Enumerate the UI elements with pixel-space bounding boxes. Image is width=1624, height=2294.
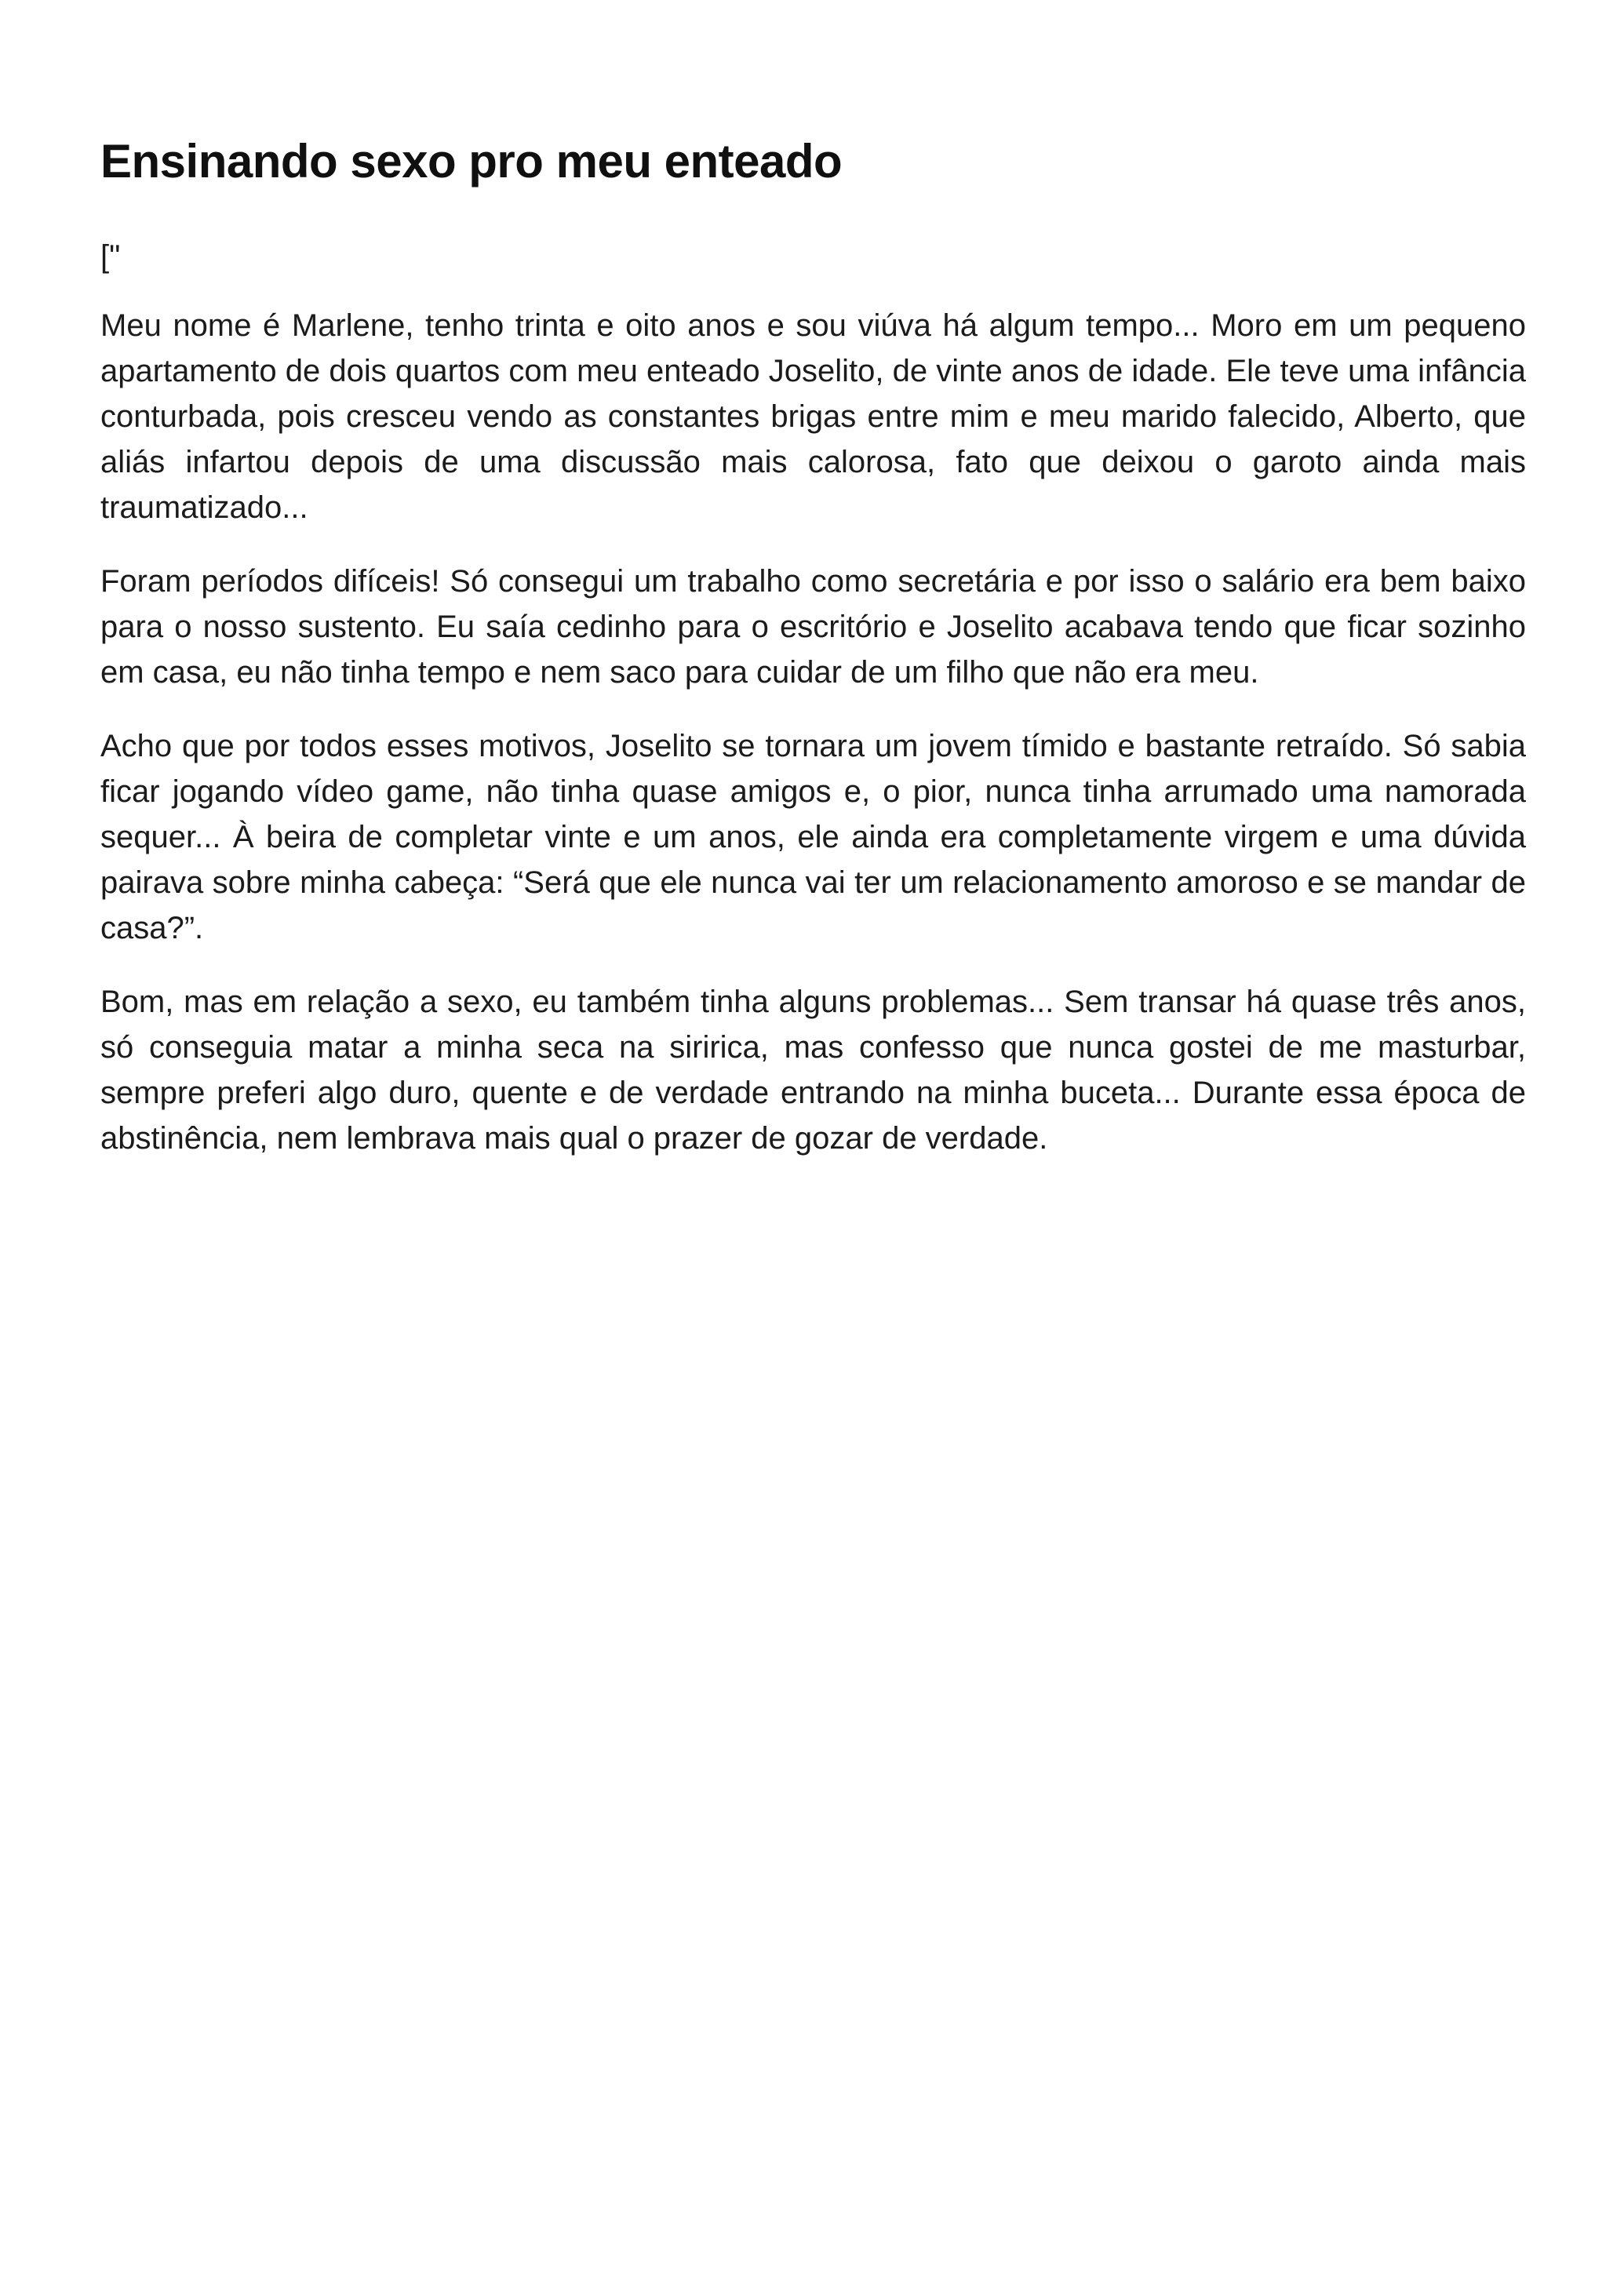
page-title: Ensinando sexo pro meu enteado (100, 135, 843, 188)
paragraph-4: Bom, mas em relação a sexo, eu também tinha alguns problemas... Sem transar há quase três anos, só conseguia matar a minha seca na siririca, mas confesso que nunca gostei de me masturbar, sempre preferi algo duro, quente e de verdade entrando na minha buceta... Durante essa época de abstinência, nem lembrava mais qual o prazer de gozar de verdade. (100, 985, 1526, 1156)
paragraph-1: Meu nome é Marlene, tenho trinta e oito anos e sou viúva há algum tempo... Moro em um pequeno apartamento de dois quartos com meu enteado Joselito, de vinte anos de idade. Ele teve uma infância conturbada, pois cresceu vendo as constantes brigas entre mim e meu marido falecido, Alberto, que aliás infartou depois de uma discussão mais calorosa, fato que deixou o garoto ainda mais traumatizado... (100, 308, 1526, 525)
leading-fragment-text: [" (100, 239, 121, 274)
paragraph-2: Foram períodos difíceis! Só consegui um trabalho como secretária e por isso o salário era bem baixo para o nosso sustento. Eu saía cedinho para o escritório e Joselito acabava tendo que ficar sozinho em casa, eu não tinha tempo e nem saco para cuidar de um filho que não era meu. (100, 564, 1526, 690)
paragraph-3: Acho que por todos esses motivos, Joselito se tornara um jovem tímido e bastante retraído. Só sabia ficar jogando vídeo game, não tinha quase amigos e, o pior, nunca tinha arrumado uma namorada sequer... À beira de completar vinte e um anos, ele ainda era completamente virgem e uma dúvida pairava sobre minha cabeça: “Será que ele nunca vai ter um relacionamento amoroso e se mandar de casa?”. (100, 729, 1526, 945)
